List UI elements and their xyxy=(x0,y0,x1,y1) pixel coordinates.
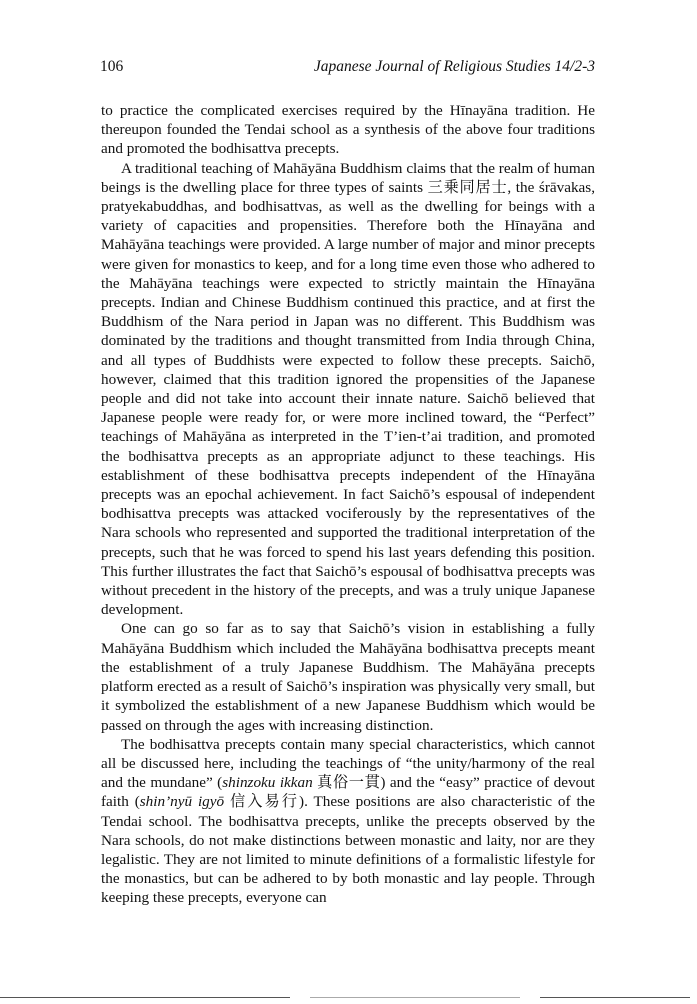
term-shinzoku-ikkan: shinzoku ikkan xyxy=(222,774,313,792)
running-head: Japanese Journal of Religious Studies 14/2-3 xyxy=(313,58,595,75)
footer-rule-right xyxy=(540,997,690,998)
text-segment: ). These positions are also characteristic of the Tendai school. The bodhisattva precepts, unlike the precepts observed by the Nara schools, do not make distinctions between monastic and laity, nor are they legalistic. They are not limited to minute definitions of a formalistic lifestyle for the monastics, but can be adhered to by both monastic and lay people. Through keeping these precepts, everyone can xyxy=(101,793,595,907)
paragraph-vision: One can go so far as to say that Saichō’s vision in establishing a fully Mahāyāna Buddhism which included the Mahāyāna bodhisattva precepts meant the establishment of a truly Japanese Buddhism. The Mahāyāna precepts platform erected as a result of Saichō’s inspiration was physically very small, but it symbolized the establishment of a new Japanese Buddhism which would be passed on through the ages with increasing distinction. xyxy=(101,620,595,734)
paragraph-continuation: to practice the complicated exercises required by the Hīnayāna tradition. He thereupon founded the Tendai school as a synthesis of the above four traditions and promoted the bodhisattva precepts. xyxy=(101,102,595,158)
body-text xyxy=(101,101,595,908)
page-number: 106 xyxy=(100,58,124,75)
kanji-shinzoku-ikkan: 真俗一貫 xyxy=(312,774,381,792)
paragraph-characteristics xyxy=(101,735,595,908)
term-shinnyu-igyo: shin’nyū igyō xyxy=(139,793,225,811)
paragraph-saints: A traditional teaching of Mahāyāna Buddhism claims that the realm of human beings is the dwelling place for three types of saints 三乗同居士, the śrāvakas, pratyekabuddhas, and bodhisattvas, as well as the dwelling for beings with a variety of capacities and propensities. Therefore both the Hīnayāna and Mahāyāna teachings were provided. A large number of major and minor precepts were given for monastics to keep, and for a long time even those who adhered to the Mahāyāna teachings were expected to strictly maintain the Hīnayāna precepts. Indian and Chinese Buddhism continued this practice, and at first the Buddhism of the Nara period in Japan was no different. This Buddhism was dominated by the traditions and thought transmitted from India through China, and all types of Buddhists were expected to follow these precepts. Saichō, however, claimed that this tradition ignored the propensities of the Japanese people and did not take into account their innate nature. Saichō believed that Japanese people were ready for, or were more inclined toward, the “Perfect” teachings of Mahāyāna as interpreted in the T’ien-t’ai tradition, and promoted the bodhisattva precepts as an appropriate adjunct to these teachings. His establishment of these bodhisattva precepts independent of the Hīnayāna precepts was an epochal achievement. In fact Saichō’s espousal of independent bodhisattva precepts was attacked vociferously by the representatives of the Nara schools who represented and supported the traditional interpretation of the precepts, such that he was forced to spend his last years defending this position. This further illustrates the fact that Saichō’s espousal of bodhisattva precepts was without precedent in the history of the precepts, and was a truly unique Japanese development. xyxy=(101,159,595,619)
text-segment: ) and the “easy” practice of devout faith ( xyxy=(101,774,596,811)
footer-rule-middle xyxy=(310,997,520,998)
kanji-shinnyu-igyo: 信入易行 xyxy=(224,793,300,811)
footer-rule-left xyxy=(0,997,290,998)
text-segment: The bodhisattva precepts contain many special characteristics, which cannot all be discussed here, including the teachings of “the unity/harmony of the real and the mundane” ( xyxy=(101,735,595,792)
page-header xyxy=(100,55,595,79)
